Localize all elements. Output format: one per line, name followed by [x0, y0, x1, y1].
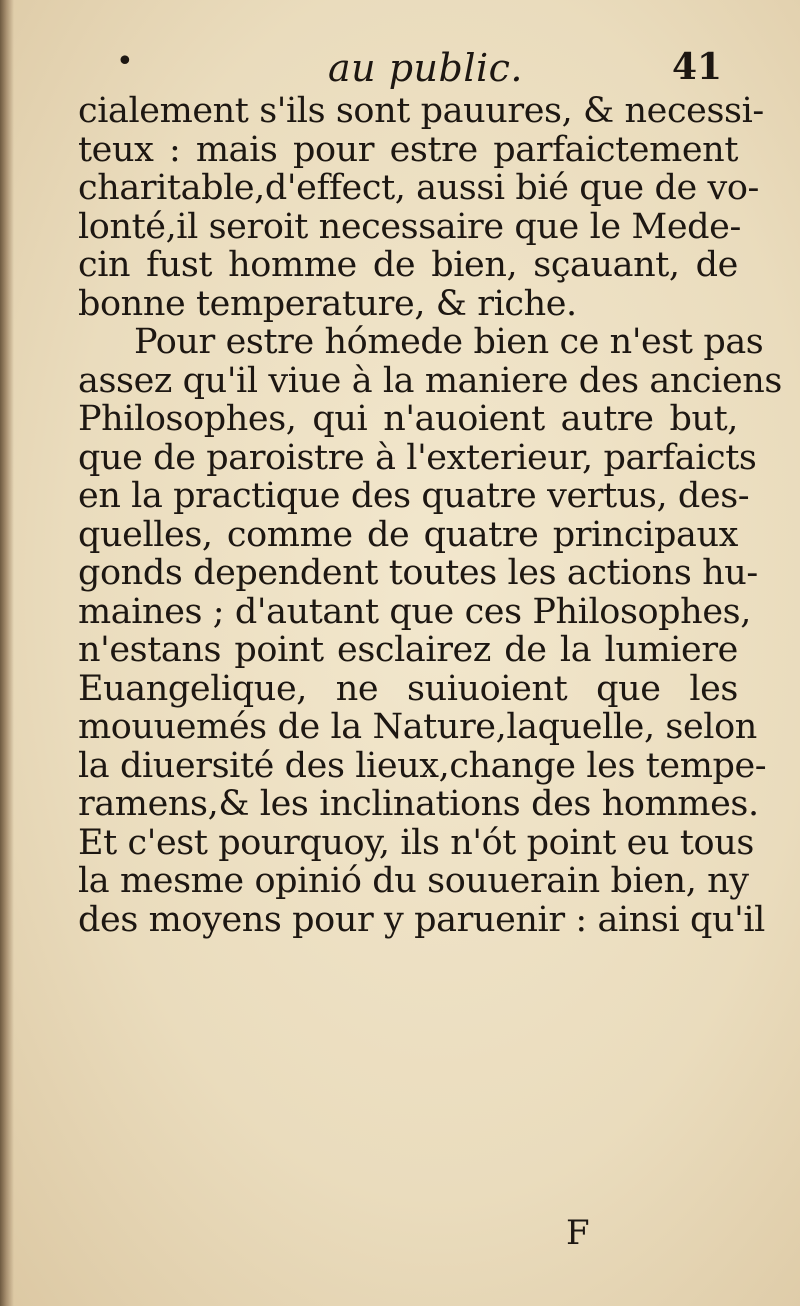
text-line: Euangelique, ne suiuoient que les	[78, 668, 738, 709]
body-text	[78, 91, 782, 940]
binding-gutter	[0, 0, 14, 1306]
text-line: en la practique des quatre vertus, des-	[78, 476, 750, 516]
text-line: cialement s'ils sont pauures, & necessi-	[78, 91, 764, 131]
page-number: 41	[672, 46, 723, 88]
text-line: Et c'est pourquoy, ils n'ót point eu tous	[78, 822, 754, 863]
header-ornament: •	[116, 44, 134, 79]
text-line: que de paroistre à l'exterieur, parfaicts	[78, 437, 757, 478]
text-line: mouuemés de la Nature,laquelle, selon	[78, 707, 757, 747]
text-line: cin fust homme de bien, sçauant, de	[78, 245, 738, 285]
text-line: charitable,d'effect, aussi bié que de vo-	[78, 168, 759, 208]
text-line: teux : mais pour estre parfaictement	[78, 129, 738, 170]
text-line: lonté,il seroit necessaire que le Mede-	[78, 206, 741, 247]
text-line: Philosophes, qui n'auoient autre but,	[78, 399, 738, 439]
text-line: n'estans point esclairez de la lumiere	[78, 630, 738, 670]
text-line: la diuersité des lieux,change les tempe-	[78, 745, 767, 786]
text-line: bonne temperature, & riche.	[78, 283, 577, 324]
text-line: ramens,& les inclinations des hommes.	[78, 784, 759, 824]
page-header	[0, 40, 800, 88]
text-line: gonds dependent toutes les actions hu-	[78, 553, 758, 593]
text-line: assez qu'il viue à la maniere des anciens	[78, 360, 782, 401]
text-line: Pour estre hómede bien ce n'est pas	[134, 322, 764, 362]
text-line: des moyens pour y paruenir : ainsi qu'il	[78, 899, 765, 940]
running-title: au public.	[328, 46, 523, 90]
signature-mark: F	[566, 1213, 590, 1253]
text-line: la mesme opinió du souuerain bien, ny	[78, 861, 749, 901]
text-line: quelles, comme de quatre principaux	[78, 514, 738, 555]
text-line: maines ; d'autant que ces Philosophes,	[78, 591, 751, 632]
